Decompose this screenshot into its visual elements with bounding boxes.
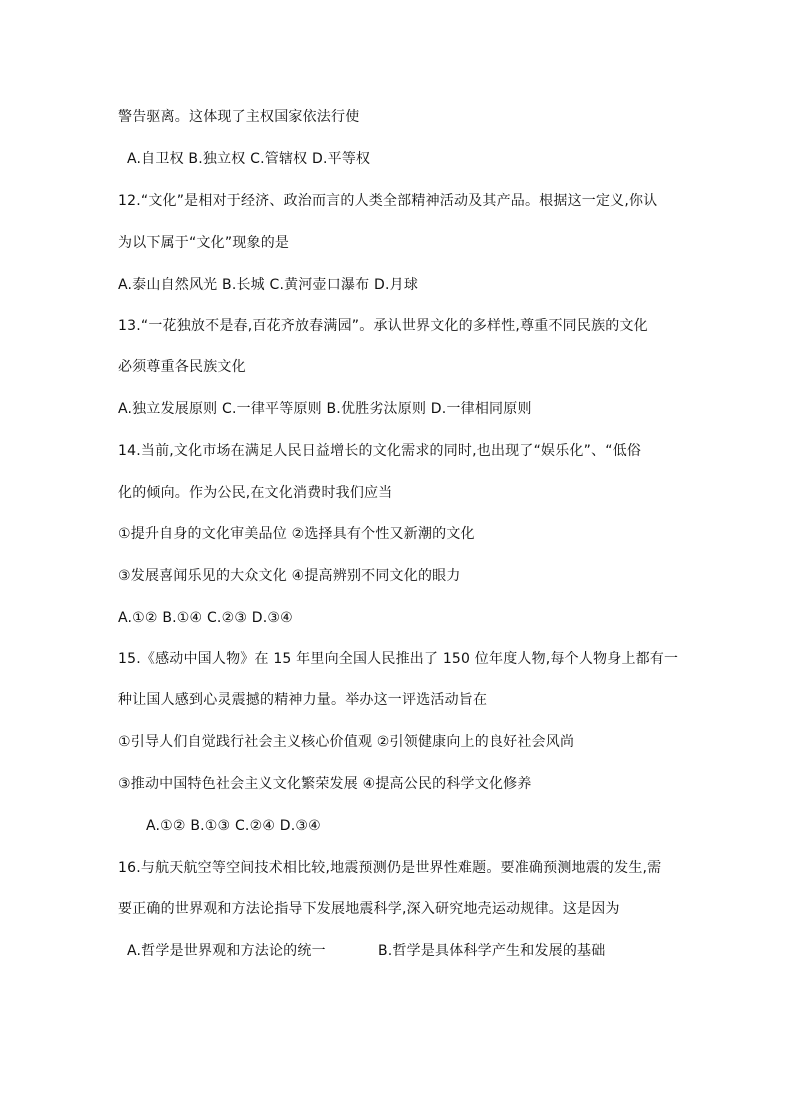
q13-stem-line1: 13.“一花独放不是春,百花齐放春满园”。承认世界文化的多样性,尊重不同民族的文化 <box>118 318 648 334</box>
q13-stem-line2: 必须尊重各民族文化 <box>118 359 246 375</box>
q12-stem-line1: 12.“文化”是相对于经济、政治而言的人类全部精神活动及其产品。根据这一定义,你认 <box>118 193 658 209</box>
q15-items-line1: ①引导人们自觉践行社会主义核心价值观 ②引领健康向上的良好社会风尚 <box>118 734 575 750</box>
q11-stem-continued: 警告驱离。这体现了主权国家依法行使 <box>118 109 360 125</box>
q15-stem-line2: 种让国人感到心灵震撼的精神力量。举办这一评选活动旨在 <box>118 692 488 708</box>
q13-options: A.独立发展原则 C.一律平等原则 B.优胜劣汰原则 D.一律相同原则 <box>118 401 532 417</box>
q15-items-line2: ③推动中国特色社会主义文化繁荣发展 ④提高公民的科学文化修养 <box>118 776 532 792</box>
q14-options: A.①② B.①④ C.②③ D.③④ <box>118 610 293 626</box>
q16-option-b: B.哲学是具体科学产生和发展的基础 <box>378 943 606 959</box>
q12-options: A.泰山自然风光 B.长城 C.黄河壶口瀑布 D.月球 <box>118 277 419 293</box>
q14-items-line2: ③发展喜闻乐见的大众文化 ④提高辨别不同文化的眼力 <box>118 568 461 584</box>
q14-stem-line1: 14.当前,文化市场在满足人民日益增长的文化需求的同时,也出现了“娱乐化”、“低俗 <box>118 443 642 459</box>
q14-items-line1: ①提升自身的文化审美品位 ②选择具有个性又新潮的文化 <box>118 526 475 542</box>
q16-stem-line1: 16.与航天航空等空间技术相比较,地震预测仍是世界性难题。要准确预测地震的发生,需 <box>118 860 662 876</box>
q15-options: A.①② B.①③ C.②④ D.③④ <box>146 818 321 834</box>
q14-stem-line2: 化的倾向。作为公民,在文化消费时我们应当 <box>118 485 393 501</box>
q16-stem-line2: 要正确的世界观和方法论指导下发展地震科学,深入研究地壳运动规律。这是因为 <box>118 901 620 917</box>
q16-option-a: A.哲学是世界观和方法论的统一 <box>127 943 326 959</box>
q15-stem-line1: 15.《感动中国人物》在 15 年里向全国人民推出了 150 位年度人物,每个人物身上都有一 <box>118 651 679 667</box>
q12-stem-line2: 为以下属于“文化”现象的是 <box>118 235 290 251</box>
q11-options: A.自卫权 B.独立权 C.管辖权 D.平等权 <box>127 151 371 167</box>
